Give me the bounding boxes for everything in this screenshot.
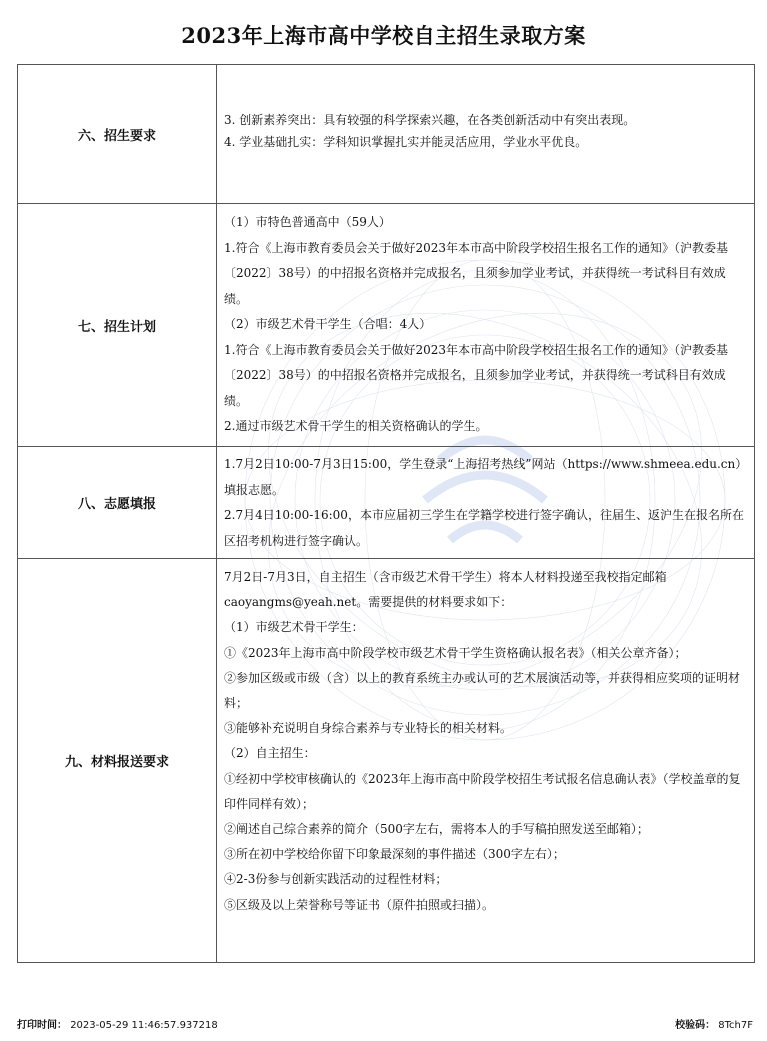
section-text: 7月2日-7月3日，自主招生（含市级艺术骨干学生）将本人材料投递至我校指定邮箱caoyangms@yeah.net。需要提供的材料要求如下： <box>224 570 667 610</box>
check-code <box>675 1016 753 1031</box>
section-text: ②参加区级或市级（含）以上的教育系统主办或认可的艺术展演活动等，并获得相应奖项的证明材料； <box>224 670 741 711</box>
admission-plan-table <box>17 64 755 963</box>
section-text: ①经初中学校审核确认的《2023年上海市高中阶段学校招生考试报名信息确认表》（学校盖章的复印件同样有效）； <box>224 771 741 811</box>
section-label: 六、招生要求 <box>18 65 217 204</box>
section-text: （1）市级艺术骨干学生： <box>224 620 364 635</box>
section-text: ③能够补充说明自身综合素养与专业特长的相关材料。 <box>224 721 513 736</box>
section-label: 八、志愿填报 <box>18 447 217 559</box>
section-text: 1.7月2日10:00-7月3日15:00，学生登录“上海招考热线”网站（https://www.shmeea.edu.cn）填报志愿。 <box>224 457 742 497</box>
section-row-requirements <box>18 65 755 204</box>
print-time <box>17 1016 218 1031</box>
section-text: （2）自主招生： <box>224 746 316 761</box>
section-label: 七、招生计划 <box>18 204 217 447</box>
section-row-application <box>18 447 755 559</box>
section-text: （1）市特色普通高中（59人） <box>224 215 391 229</box>
section-text: 1.符合《上海市教育委员会关于做好2023年本市高中阶段学校招生报名工作的通知》（沪教委基〔2022〕38号）的中招报名资格并完成报名，且须参加学业考试，并获得统一考试科目有效成绩。 <box>224 240 728 306</box>
section-row-materials <box>18 559 755 963</box>
check-code-value: 8Tch7F <box>718 1020 753 1031</box>
section-text: 2.7月4日10:00-16:00，本市应届初三学生在学籍学校进行签字确认，往届生、返沪生在报名所在区招考机构进行签字确认。 <box>224 508 744 548</box>
section-text: ②阐述自己综合素养的简介（500字左右，需将本人的手写稿拍照发送至邮箱）； <box>224 822 649 837</box>
section-text: 4. 学业基础扎实：学科知识掌握扎实并能灵活应用，学业水平优良。 <box>224 135 588 149</box>
section-text: 1.符合《上海市教育委员会关于做好2023年本市高中阶段学校招生报名工作的通知》（沪教委基〔2022〕38号）的中招报名资格并完成报名，且须参加学业考试，并获得统一考试科目有效成绩。 <box>224 342 728 408</box>
section-text: ③所在初中学校给你留下印象最深刻的事件描述（300字左右）； <box>224 847 565 862</box>
section-text: ④2-3份参与创新实践活动的过程性材料； <box>224 872 448 887</box>
section-text: 2.通过市级艺术骨干学生的相关资格确认的学生。 <box>224 419 488 433</box>
section-text: 3. 创新素养突出：具有较强的科学探索兴趣，在各类创新活动中有突出表现。 <box>224 113 636 127</box>
page-title: 2023年上海市高中学校自主招生录取方案 <box>181 23 586 48</box>
section-label: 九、材料报送要求 <box>18 559 217 963</box>
print-time-value: 2023-05-29 11:46:57.937218 <box>70 1020 218 1031</box>
section-text: ①《2023年上海市高中阶段学校市级艺术骨干学生资格确认报名表》（相关公章齐备）； <box>224 645 687 660</box>
section-row-plan <box>18 204 755 447</box>
section-text: ⑤区级及以上荣誉称号等证书（原件拍照或扫描）。 <box>224 897 495 912</box>
print-time-label: 打印时间： <box>17 1020 67 1031</box>
section-text: （2）市级艺术骨干学生（合唱：4人） <box>224 317 432 331</box>
check-code-label: 校验码： <box>675 1020 716 1031</box>
